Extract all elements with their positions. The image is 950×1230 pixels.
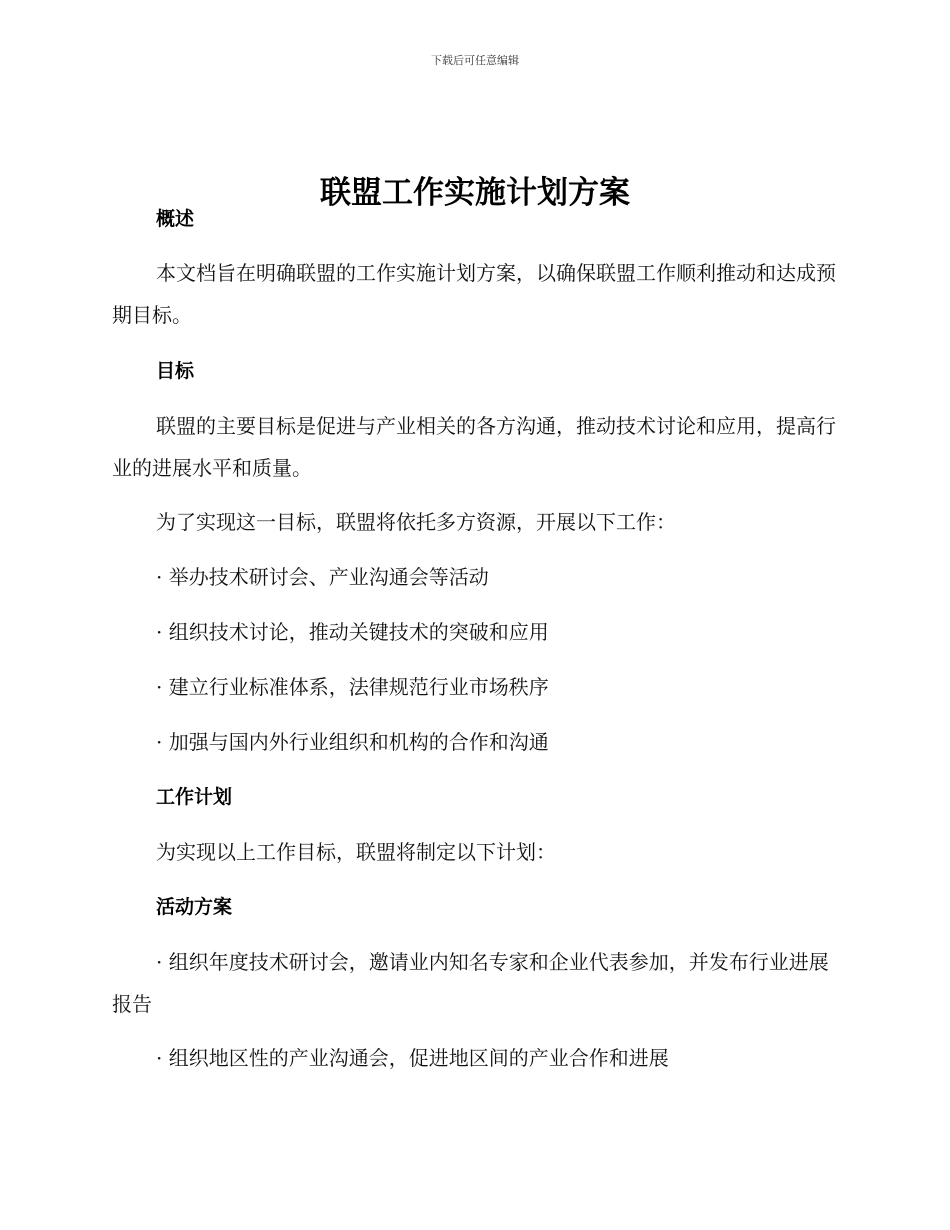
- goals-paragraph-1: 联盟的主要目标是促进与产业相关的各方沟通，推动技术讨论和应用，提高行业的进展水平和质量。: [112, 414, 836, 480]
- page-header-note: 下载后可任意编辑: [431, 54, 519, 67]
- work-plan-paragraph: 为实现以上工作目标，联盟将制定以下计划：: [156, 840, 556, 864]
- activity-bullet-1: · 组织年度技术研讨会，邀请业内知名专家和企业代表参加，并发布行业进展报告: [112, 950, 829, 1016]
- activity-bullet-2: · 组织地区性的产业沟通会，促进地区间的产业合作和进展: [156, 1046, 669, 1070]
- goals-bullet-4: · 加强与国内外行业组织和机构的合作和沟通: [156, 730, 549, 754]
- goals-paragraph-2: 为了实现这一目标，联盟将依托多方资源，开展以下工作：: [156, 510, 676, 534]
- section-heading-goals: 目标: [156, 360, 195, 382]
- goals-bullet-1: · 举办技术研讨会、产业沟通会等活动: [156, 565, 489, 589]
- goals-bullet-3: · 建立行业标准体系，法律规范行业市场秩序: [156, 675, 549, 699]
- document-title: 联盟工作实施计划方案: [320, 174, 630, 211]
- section-heading-overview: 概述: [156, 208, 195, 230]
- goals-bullet-2: · 组织技术讨论，推动关键技术的突破和应用: [156, 620, 549, 644]
- overview-paragraph: 本文档旨在明确联盟的工作实施计划方案，以确保联盟工作顺利推动和达成预期目标。: [112, 261, 836, 327]
- section-heading-activity-plan: 活动方案: [156, 896, 233, 918]
- section-heading-work-plan: 工作计划: [156, 786, 233, 808]
